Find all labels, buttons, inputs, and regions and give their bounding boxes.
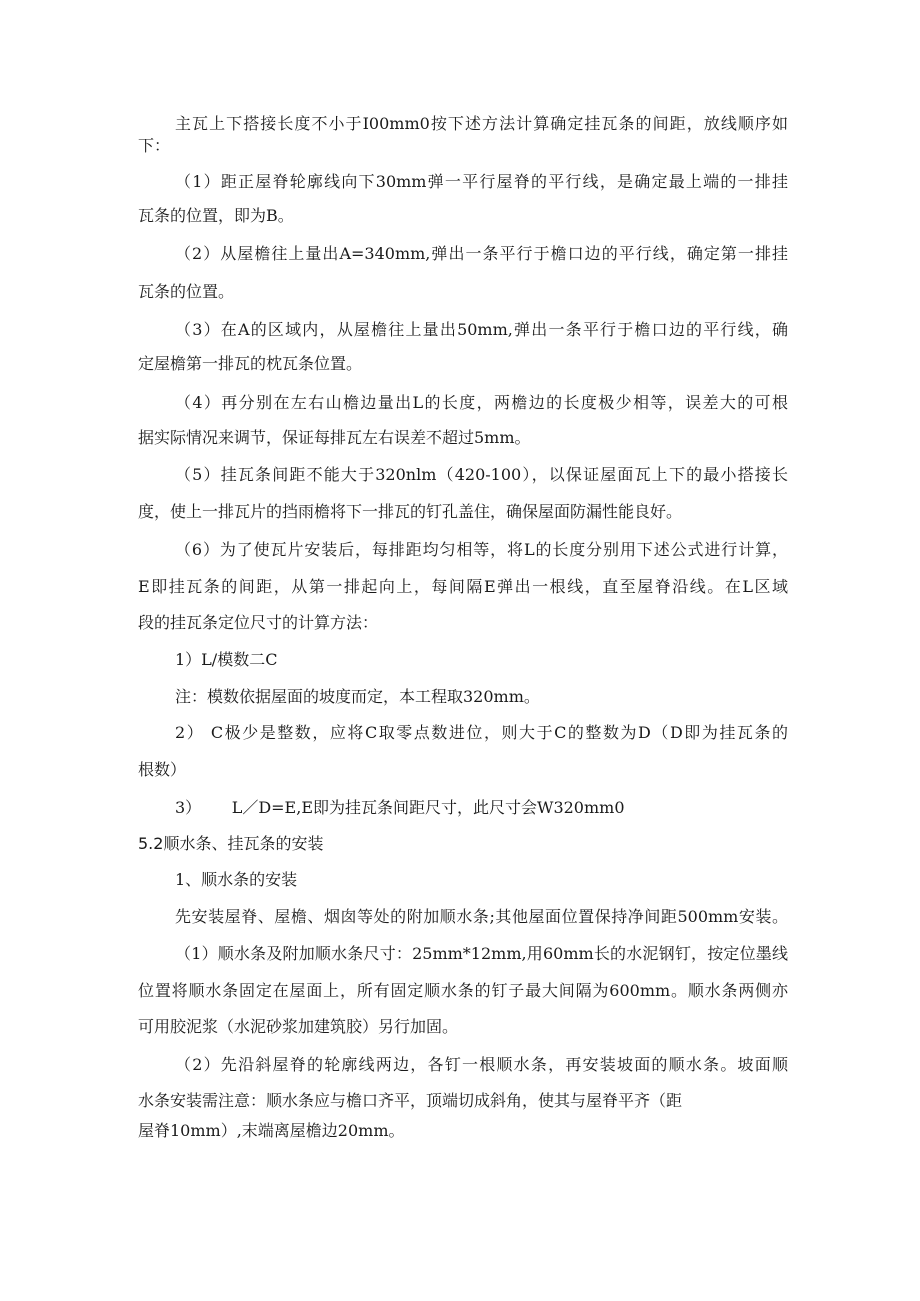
paragraph-line: 据实际情况来调节，保证每排瓦左右误差不超过5mm。 [138,428,531,447]
paragraph-line: 主瓦上下搭接长度不小于I00mm0按下述方法计算确定挂瓦条的间距，放线顺序如 [175,114,788,133]
paragraph-line: （5）挂瓦条间距不能大于320nlm（420-100），以保证屋面瓦上下的最小搭接长 [175,465,788,484]
note-line: 注：模数依据屋面的坡度而定，本工程取320mm。 [175,687,540,706]
paragraph-line: （6）为了使瓦片安装后，每排距均匀相等，将L的长度分别用下述公式进行计算， [175,540,788,559]
formula-line: 1）L/模数二C [175,650,278,669]
paragraph-line: E即挂瓦条的间距，从第一排起向上，每间隔E弹出一根线，直至屋脊沿线。在L区域 [138,577,788,596]
paragraph-line: （3）在A的区域内，从屋檐往上量出50mm,弹出一条平行于檐口边的平行线，确 [175,320,788,339]
paragraph-line: 位置将顺水条固定在屋面上，所有固定顺水条的钉子最大间隔为600mm。顺水条两侧亦 [138,981,788,1000]
formula-line: 3） L／D=E,E即为挂瓦条间距尺寸，此尺寸会W320mm0 [175,798,625,817]
paragraph-line: （2）从屋檐往上量出A=340mm,弹出一条平行于檐口边的平行线，确定第一排挂 [175,244,788,263]
paragraph-line: 2） C极少是整数，应将C取零点数进位，则大于C的整数为D（D即为挂瓦条的 [175,723,788,742]
paragraph-line: 度，使上一排瓦片的挡雨檐将下一排瓦的钉孔盖住，确保屋面防漏性能良好。 [138,502,683,521]
subsection-heading: 1、顺水条的安装 [175,870,298,889]
paragraph-line: 先安装屋脊、屋檐、烟囱等处的附加顺水条;其他屋面位置保持净间距500mm安装。 [175,907,788,926]
paragraph-line: 瓦条的位置，即为B。 [138,206,294,225]
paragraph-line: （1）顺水条及附加顺水条尺寸：25mm*12mm,用60mm长的水泥钢钉，按定位墨线 [175,944,788,963]
paragraph-line: 根数） [138,760,187,779]
section-heading: 5.2顺水条、挂瓦条的安装 [138,834,324,853]
paragraph-line: 水条安装需注意：顺水条应与檐口齐平，顶端切成斜角，使其与屋脊平齐（距 [138,1091,683,1110]
paragraph-line: 定屋檐第一排瓦的枕瓦条位置。 [138,354,363,373]
paragraph-line: 段的挂瓦条定位尺寸的计算方法： [138,613,379,632]
paragraph-line: （2）先沿斜屋脊的轮廓线两边，各钉一根顺水条，再安装坡面的顺水条。坡面顺 [175,1055,788,1074]
paragraph-line: 下： [138,136,171,155]
paragraph-line: 瓦条的位置。 [138,282,235,301]
paragraph-line: 可用胶泥浆（水泥砂浆加建筑胶）另行加固。 [138,1017,459,1036]
paragraph-line: （4）再分别在左右山檐边量出L的长度，两檐边的长度极少相等，误差大的可根 [175,393,788,412]
paragraph-line: 屋脊10mm）,末端离屋檐边20mm。 [138,1121,405,1140]
paragraph-line: （1）距正屋脊轮廓线向下30mm弹一平行屋脊的平行线，是确定最上端的一排挂 [175,172,788,191]
